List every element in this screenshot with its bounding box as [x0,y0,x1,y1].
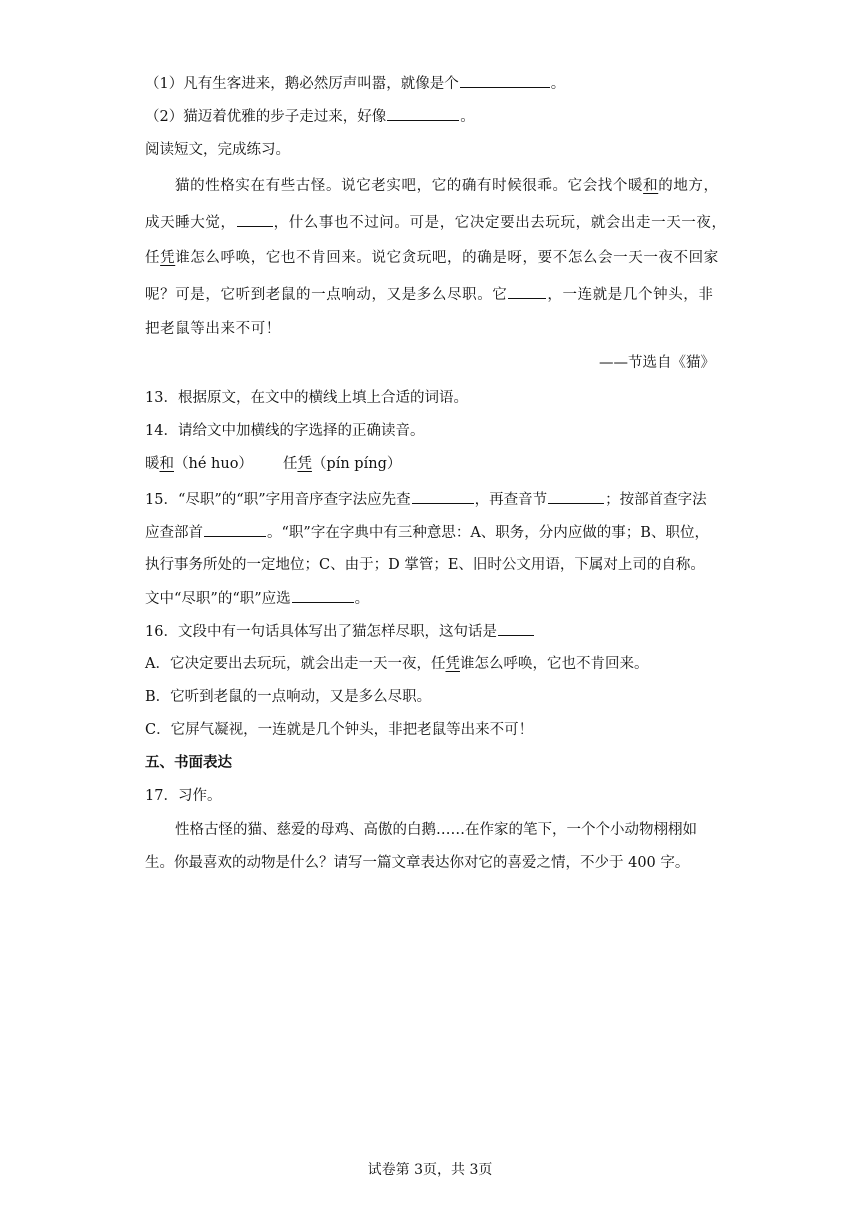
option-a-text: A．它决定要出去玩玩，就会出走一天一夜，任 [145,656,446,672]
q15-text: 15．“尽职”的“职”字用音序查字法应先查 [145,492,411,508]
question-fill-item-1 [145,73,565,94]
passage-line-4 [145,284,714,305]
option-a-text: 谁怎么呼唤，它也不肯回来。 [459,656,649,672]
passage-text: 的地方， [658,178,719,194]
answer-blank [548,489,604,504]
q15-text: 文中“尽职”的“职”应选 [145,591,291,607]
q15-text: ，再查音节 [474,492,548,508]
question-15-line-1 [145,489,707,510]
passage-text: 成天睡大觉， [145,215,236,231]
q15-text: ；按部首查字法 [605,492,707,508]
question-fill-item-2 [145,106,475,127]
passage-text: ，一连就是几个钟头，非 [547,287,714,303]
passage-line-5: 把老鼠等出来不可！ [145,321,281,337]
question-17-line-2: 生。你最喜欢的动物是什么？请写一篇文章表达你对它的喜爱之情，不少于 400 字。 [145,855,690,871]
reading-intro: 阅读短文，完成练习。 [145,142,290,158]
word-1-char: 暖 [145,456,160,472]
passage-line-3 [145,248,719,268]
question-17-line-1: 性格古怪的猫、慈爱的母鸡、高傲的白鹅……在作家的笔下，一个个小动物栩栩如 [175,822,697,838]
underlined-char: 凭 [160,250,176,266]
passage-line-1 [175,176,719,196]
page-footer: 试卷第 3页，共 3页 [367,1162,493,1178]
item-1-text: （1）凡有生客进来，鹅必然厉声叫嚣，就像是个 [145,76,459,92]
question-17-title: 17．习作。 [145,788,222,804]
question-15-line-4 [145,588,369,609]
underlined-char: 和 [159,456,174,472]
answer-blank [460,73,550,88]
passage-text: 谁怎么呼唤，它也不肯回来。说它贪玩吧，的确是呀，要不怎么会一天一夜不回家 [175,250,719,266]
word-2-char: 任 [282,456,298,472]
answer-blank [498,621,534,636]
passage-text: 呢？可是，它听到老鼠的一点响动，又是多么尽职。它 [145,287,508,303]
question-16-option-b: B．它听到老鼠的一点响动，又是多么尽职。 [145,689,432,705]
q15-text: 。 [354,591,370,607]
q15-text: 应查部首 [145,525,203,541]
passage-line-2 [145,212,727,233]
pinyin-options-2: （pín píng） [311,456,402,472]
question-16-option-a [145,654,648,674]
question-14-options [145,454,401,474]
answer-blank [387,106,459,121]
answer-blank [204,522,266,537]
q16-text: 16．文段中有一句话具体写出了猫怎样尽职，这句话是 [145,624,497,640]
section-heading-5: 五、书面表达 [145,754,232,771]
passage-text: 任 [145,250,161,266]
item-2-text: （2）猫迈着优雅的步子走过来，好像 [145,109,387,125]
answer-blank [508,284,546,299]
q15-text: 。“职”字在字典中有三种意思：A、职务，分内应做的事；B、职位， [267,525,709,541]
answer-blank [292,588,354,603]
answer-blank [237,212,273,227]
question-15-line-2 [145,522,709,543]
underlined-char: 凭 [297,456,312,472]
question-16-option-c: C．它屏气凝视，一连就是几个钟头，非把老鼠等出来不可！ [145,722,534,738]
underlined-char: 和 [643,178,659,194]
answer-blank [412,489,474,504]
underlined-char: 凭 [445,656,460,672]
item-2-end: 。 [460,109,475,125]
question-15-line-3: 执行事务所处的一定地位；C、由于；D 掌管；E、旧时公文用语，下属对上司的自称。 [145,557,705,573]
question-13: 13．根据原文，在文中的横线上填上合适的词语。 [145,390,468,406]
question-16-title [145,621,535,642]
pinyin-options-1: （hé huo） [174,456,253,472]
passage-text: 猫的性格实在有些古怪。说它老实吧，它的确有时候很乖。它会找个暖 [175,178,644,194]
question-14-title: 14．请给文中加横线的字选择的正确读音。 [145,423,425,439]
passage-text: ，什么事也不过问。可是，它决定要出去玩玩，就会出走一天一夜， [273,215,727,231]
passage-source: ——节选自《猫》 [599,355,715,371]
item-1-end: 。 [550,76,566,92]
